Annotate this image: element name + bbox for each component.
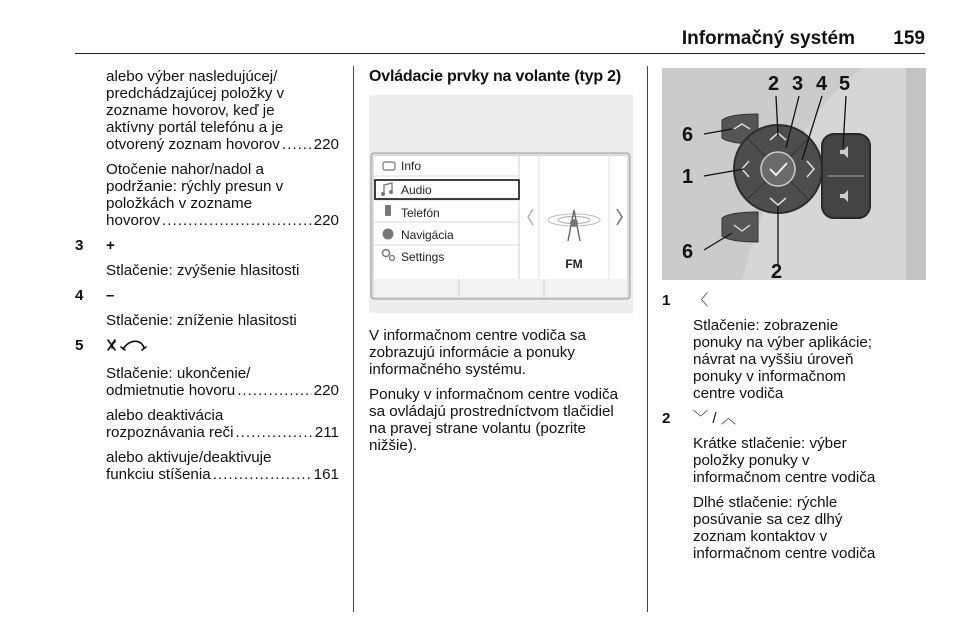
callout-2: 2 <box>771 261 783 280</box>
callout-4: 4 <box>816 73 828 95</box>
page-header <box>75 26 925 54</box>
item-2-description-1: Krátke stlačenie: výber položky ponuky v informačnom centre vodiča <box>693 435 876 486</box>
steering-wheel-controls-figure <box>662 68 926 280</box>
info-paragraph-1: V informačnom centre vodiča sa zobrazujú informácie a ponuky informačného systému. <box>369 327 586 378</box>
item-3-description: Stlačenie: zvýšenie hlasitosti <box>106 262 300 279</box>
callout-1: 1 <box>682 166 694 188</box>
page-reference: rozpoznávania reči ..... 211 <box>106 424 339 441</box>
callout-5: 5 <box>839 73 851 95</box>
chevron-left-icon: 〈 <box>693 292 709 309</box>
chevron-down-up-icon: ﹀ / ︿ <box>693 410 737 427</box>
column-divider-2 <box>647 66 648 612</box>
callout-3: 3 <box>792 73 804 95</box>
list-item-1: 1 〈 <box>662 292 709 309</box>
column-1 <box>75 68 339 491</box>
source-label: FM <box>565 257 583 271</box>
list-item-4: 4 – <box>75 287 115 304</box>
phone-icon <box>385 205 391 216</box>
list-item-2: 2 ﹀ / ︿ <box>662 410 737 427</box>
item-5-description-3: alebo aktivuje/deaktivuje funkciu stíšenia ..... 161 <box>106 449 339 483</box>
menu-item-audio: Audio <box>401 183 432 197</box>
menu-item-info: Info <box>401 159 422 173</box>
menu-item-navigation: Navigácia <box>401 228 454 242</box>
page-reference: odmietnutie hovoru ..... 220 <box>106 382 339 399</box>
column-divider-1 <box>353 66 354 612</box>
driver-info-screen-figure <box>369 95 633 313</box>
menu-item-settings: Settings <box>401 250 445 264</box>
item-5-description-2: alebo deaktivácia rozpoznávania reči ..... 211 <box>106 407 339 441</box>
item-1-description: Stlačenie: zobrazenie ponuky na výber aplikácie; návrat na vyššiu úroveň ponuky v informačnom centre vodiča <box>693 317 872 402</box>
page-reference: funkciu stíšenia ..... 161 <box>106 466 339 483</box>
item-2-description-2: Dlhé stlačenie: rýchle posúvanie sa cez dlhý zoznam kontaktov v informačnom centre vodiča <box>693 494 876 562</box>
intro-paragraph: alebo výber nasledujúcej/ predchádzajúcej položky v zozname hovorov, keď je aktívny portál telefónu a je otvorený zoznam hovorov ..... 220 <box>106 68 339 153</box>
volume-rocker <box>822 134 870 218</box>
section-heading: Ovládacie prvky na volante (typ 2) <box>369 68 621 85</box>
minus-symbol: – <box>106 287 115 304</box>
item-5-description-1: Stlačenie: ukončenie/ odmietnutie hovoru ..... 220 <box>106 365 339 399</box>
favorite-key <box>722 212 758 242</box>
item-4-description: Stlačenie: zníženie hlasitosti <box>106 312 297 329</box>
page-reference: hovorov ..... 220 <box>106 212 339 229</box>
plus-symbol: + <box>106 237 115 254</box>
list-item-5: 5 <box>75 337 339 357</box>
ok-button <box>761 152 795 186</box>
navigation-icon <box>383 229 394 240</box>
page-number: 159 <box>893 28 925 49</box>
column-2 <box>369 68 633 462</box>
page-reference: otvorený zoznam hovorov ..... 220 <box>106 136 339 153</box>
menu-item-phone: Telefón <box>401 206 440 220</box>
list-item-3: 3 + <box>75 237 115 254</box>
callout-6: 6 <box>682 241 694 263</box>
info-paragraph-2: Ponuky v informačnom centre vodiča sa ovládajú prostredníctvom tlačidiel na pravej strane volantu (pozrite nižšie). <box>369 386 619 454</box>
page-title: Informačný systém <box>681 28 855 49</box>
callout-2: 2 <box>768 73 780 95</box>
scroll-paragraph: Otočenie nahor/nadol a podržanie: rýchly presun v položkách v zozname hovorov ..... 220 <box>106 161 339 229</box>
voice-hangup-icon <box>106 337 148 357</box>
column-3 <box>662 68 926 570</box>
callout-6: 6 <box>682 124 694 146</box>
